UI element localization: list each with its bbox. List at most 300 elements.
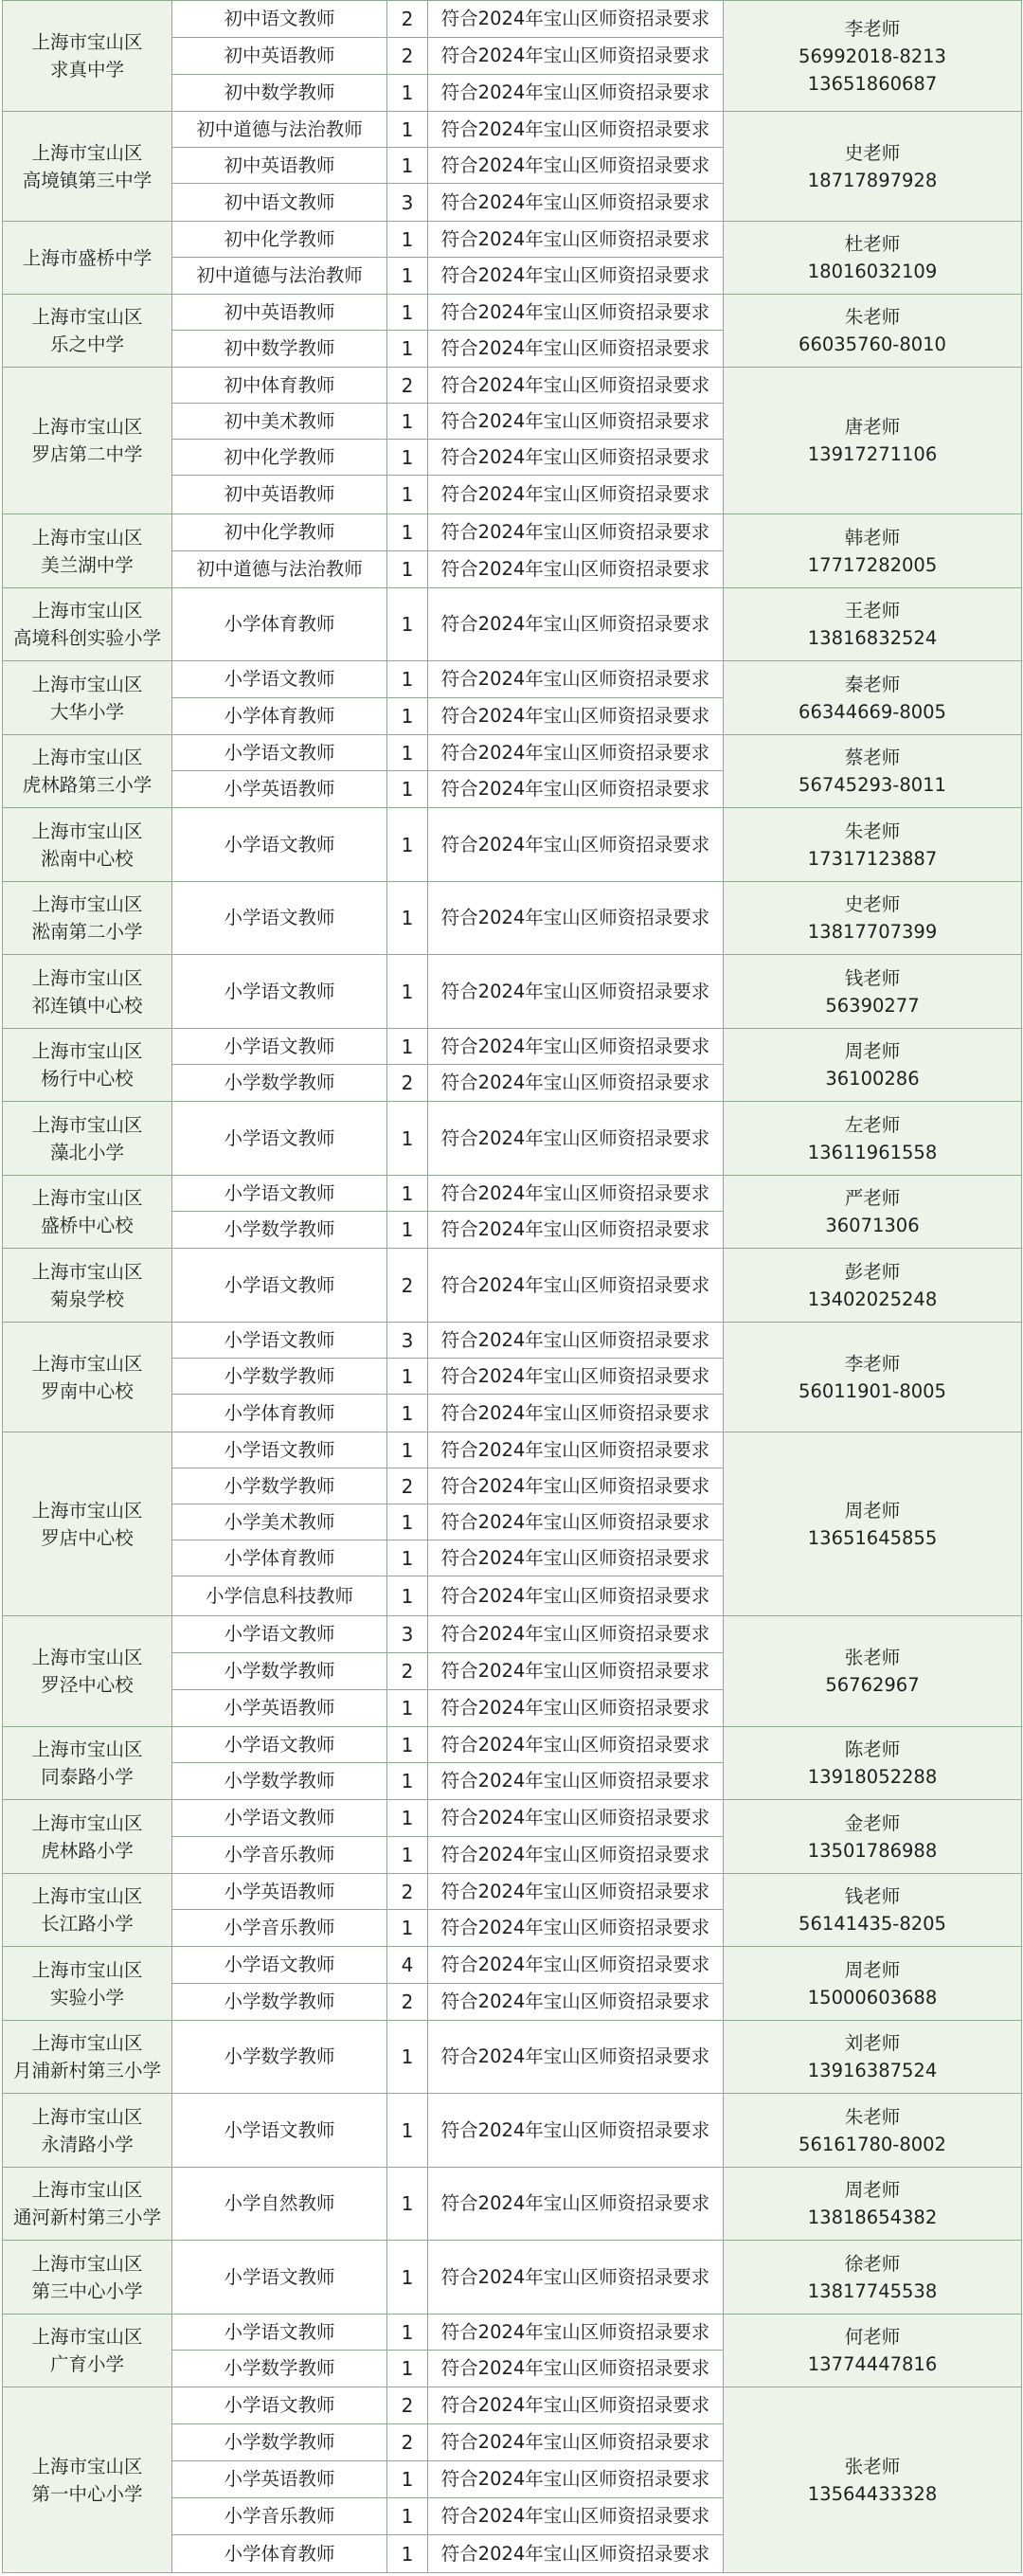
subject-cell: 小学语文教师	[172, 1727, 387, 1763]
contact-person: 唐老师	[844, 416, 901, 438]
school-name-cell	[3, 2315, 172, 2387]
school-name-cell	[3, 1616, 172, 1727]
quota-cell: 2	[387, 368, 428, 404]
subject-cell: 小学美术教师	[172, 1504, 387, 1540]
school-name-line: 月浦新村第三小学	[12, 2060, 161, 2081]
quota-cell: 1	[387, 2351, 428, 2387]
quota-cell: 1	[387, 514, 428, 551]
quota-cell: 4	[387, 1947, 428, 1984]
requirement-cell: 符合2024年宝山区师资招录要求	[428, 2387, 724, 2424]
subject-cell: 小学语文教师	[172, 1029, 387, 1065]
school-name-line: 广育小学	[49, 2353, 124, 2375]
quota-cell: 1	[387, 148, 428, 184]
requirement-cell: 符合2024年宝山区师资招录要求	[428, 1029, 724, 1065]
quota-cell: 1	[387, 1395, 428, 1432]
requirement-cell: 符合2024年宝山区师资招录要求	[428, 368, 724, 404]
school-name-line: 高境科创实验小学	[12, 627, 161, 649]
school-name-line: 菊泉学校	[49, 1288, 124, 1310]
school-name-cell	[3, 661, 172, 735]
school-name-line: 大华小学	[49, 700, 124, 723]
quota-cell: 2	[387, 1874, 428, 1910]
school-name-line: 上海市宝山区	[31, 966, 143, 989]
quota-cell: 1	[387, 2094, 428, 2168]
school-name-line: 上海市宝山区	[31, 893, 143, 915]
contact-person: 王老师	[844, 600, 901, 621]
quota-cell: 1	[387, 75, 428, 112]
quota-cell: 1	[387, 1910, 428, 1947]
table-row	[3, 2241, 1022, 2315]
subject-cell: 小学音乐教师	[172, 1837, 387, 1874]
school-name-line: 盛桥中心校	[41, 1215, 134, 1236]
school-name-line: 上海市宝山区	[31, 747, 143, 768]
quota-cell: 1	[387, 1763, 428, 1800]
quota-cell: 1	[387, 222, 428, 258]
subject-cell: 小学数学教师	[172, 1065, 387, 1102]
quota-cell: 1	[387, 551, 428, 588]
contact-phone: 13501786988	[807, 1839, 938, 1862]
quota-cell: 1	[387, 1800, 428, 1837]
quota-cell: 1	[387, 295, 428, 331]
school-name-cell	[3, 2094, 172, 2168]
contact-person: 彭老师	[844, 1260, 901, 1283]
contact-cell	[724, 735, 1022, 808]
school-name-line: 上海市宝山区	[31, 1260, 143, 1283]
quota-cell: 2	[387, 38, 428, 75]
contact-person: 钱老师	[844, 966, 901, 989]
table-row	[3, 2094, 1022, 2168]
quota-cell: 2	[387, 2387, 428, 2424]
contact-phone: 13611961558	[807, 1141, 938, 1163]
contact-cell	[724, 955, 1022, 1029]
subject-cell: 初中数学教师	[172, 331, 387, 368]
table-row	[3, 2387, 1022, 2424]
school-name-cell	[3, 2168, 172, 2241]
recruitment-table	[2, 0, 1022, 2573]
subject-cell: 初中体育教师	[172, 368, 387, 404]
school-name-line: 第一中心小学	[31, 2482, 143, 2505]
table-row	[3, 1727, 1022, 1763]
table-row	[3, 588, 1022, 661]
requirement-cell: 符合2024年宝山区师资招录要求	[428, 1874, 724, 1910]
subject-cell: 小学语文教师	[172, 1800, 387, 1837]
table-row	[3, 1102, 1022, 1176]
quota-cell: 1	[387, 1576, 428, 1616]
school-name-line: 上海市宝山区	[31, 1885, 143, 1907]
table-row	[3, 514, 1022, 551]
quota-cell: 3	[387, 184, 428, 222]
subject-cell: 小学语文教师	[172, 1616, 387, 1653]
quota-cell: 1	[387, 1690, 428, 1727]
quota-cell: 1	[387, 331, 428, 368]
quota-cell: 1	[387, 1176, 428, 1212]
requirement-cell: 符合2024年宝山区师资招录要求	[428, 1176, 724, 1212]
contact-person: 周老师	[844, 1499, 901, 1522]
subject-cell: 小学语文教师	[172, 1432, 387, 1468]
school-name-line: 第三中心小学	[31, 2279, 143, 2302]
school-name-line: 实验小学	[49, 1986, 124, 2009]
subject-cell: 小学数学教师	[172, 1653, 387, 1690]
subject-cell: 小学英语教师	[172, 771, 387, 808]
table-row	[3, 2315, 1022, 2351]
contact-phone: 56161780-8002	[799, 2133, 946, 2155]
requirement-cell: 符合2024年宝山区师资招录要求	[428, 1800, 724, 1837]
requirement-cell: 符合2024年宝山区师资招录要求	[428, 1653, 724, 1690]
subject-cell: 小学语文教师	[172, 661, 387, 698]
contact-phone: 13918052288	[807, 1766, 938, 1788]
contact-cell	[724, 222, 1022, 295]
school-name-line: 虎林路小学	[41, 1839, 134, 1862]
table-row	[3, 222, 1022, 258]
table-row	[3, 882, 1022, 955]
contact-cell	[724, 1874, 1022, 1947]
contact-person: 朱老师	[844, 2105, 901, 2128]
contact-cell	[724, 368, 1022, 514]
contact-person: 杜老师	[844, 233, 901, 255]
quota-cell: 1	[387, 258, 428, 295]
subject-cell: 初中数学教师	[172, 75, 387, 112]
school-name-line: 上海市宝山区	[31, 141, 143, 164]
subject-cell: 小学语文教师	[172, 1323, 387, 1359]
requirement-cell: 符合2024年宝山区师资招录要求	[428, 331, 724, 368]
contact-cell	[724, 295, 1022, 368]
contact-phone: 56992018-8213	[799, 45, 946, 67]
subject-cell: 小学语文教师	[172, 2094, 387, 2168]
quota-cell: 1	[387, 1837, 428, 1874]
school-name-cell	[3, 1176, 172, 1249]
school-name-line: 上海市宝山区	[31, 1958, 143, 1981]
requirement-cell: 符合2024年宝山区师资招录要求	[428, 1468, 724, 1504]
quota-cell: 1	[387, 1540, 428, 1576]
contact-phone: 17717282005	[807, 553, 938, 576]
school-name-line: 上海市宝山区	[31, 1187, 143, 1209]
quota-cell: 1	[387, 440, 428, 476]
contact-phone: 56390277	[825, 994, 920, 1017]
subject-cell: 小学语文教师	[172, 2241, 387, 2315]
table-row	[3, 808, 1022, 882]
contact-cell	[724, 2021, 1022, 2094]
contact-person: 左老师	[844, 1113, 901, 1136]
school-name-line: 罗店中心校	[41, 1526, 134, 1549]
contact-person: 李老师	[844, 1352, 901, 1375]
quota-cell: 1	[387, 1212, 428, 1249]
school-name-line: 淞南中心校	[41, 847, 134, 870]
contact-phone: 13774447816	[807, 2353, 938, 2375]
subject-cell: 小学信息科技教师	[172, 1576, 387, 1616]
subject-cell: 初中化学教师	[172, 222, 387, 258]
contact-person: 周老师	[844, 1040, 901, 1062]
subject-cell: 小学音乐教师	[172, 2498, 387, 2535]
quota-cell: 1	[387, 1432, 428, 1468]
requirement-cell: 符合2024年宝山区师资招录要求	[428, 404, 724, 440]
contact-cell	[724, 1616, 1022, 1727]
school-name-cell	[3, 882, 172, 955]
contact-cell	[724, 1432, 1022, 1616]
subject-cell: 小学英语教师	[172, 2461, 387, 2498]
school-name-cell	[3, 1800, 172, 1874]
contact-cell	[724, 112, 1022, 222]
school-name-line: 上海市宝山区	[31, 1352, 143, 1375]
subject-cell: 小学数学教师	[172, 2021, 387, 2094]
subject-cell: 小学语文教师	[172, 1249, 387, 1323]
subject-cell: 小学语文教师	[172, 2387, 387, 2424]
school-name-cell	[3, 735, 172, 808]
contact-cell	[724, 1, 1022, 112]
school-name-line: 同泰路小学	[41, 1766, 134, 1788]
quota-cell: 1	[387, 2021, 428, 2094]
school-name-line: 上海市宝山区	[31, 416, 143, 438]
contact-cell	[724, 2241, 1022, 2315]
contact-phone: 13564433328	[807, 2482, 938, 2505]
contact-cell	[724, 2387, 1022, 2573]
school-name-line: 淞南第二小学	[31, 921, 143, 943]
quota-cell: 2	[387, 2424, 428, 2461]
requirement-cell: 符合2024年宝山区师资招录要求	[428, 808, 724, 882]
table-row	[3, 955, 1022, 1029]
contact-person: 史老师	[844, 141, 901, 164]
school-name-cell	[3, 222, 172, 295]
contact-phone: 13402025248	[807, 1288, 938, 1310]
school-name-cell	[3, 1, 172, 112]
school-name-line: 上海市宝山区	[31, 600, 143, 621]
school-name-cell	[3, 295, 172, 368]
school-name-cell	[3, 368, 172, 514]
school-name-line: 乐之中学	[49, 333, 124, 355]
school-name-cell	[3, 1029, 172, 1102]
subject-cell: 初中英语教师	[172, 295, 387, 331]
subject-cell: 小学语文教师	[172, 1947, 387, 1984]
requirement-cell: 符合2024年宝山区师资招录要求	[428, 1616, 724, 1653]
table-row	[3, 368, 1022, 404]
table-row	[3, 661, 1022, 698]
school-name-cell	[3, 2387, 172, 2573]
school-name-cell	[3, 2021, 172, 2094]
requirement-cell: 符合2024年宝山区师资招录要求	[428, 2498, 724, 2535]
requirement-cell: 符合2024年宝山区师资招录要求	[428, 661, 724, 698]
requirement-cell: 符合2024年宝山区师资招录要求	[428, 771, 724, 808]
contact-person: 李老师	[844, 17, 901, 40]
subject-cell: 小学语文教师	[172, 1176, 387, 1212]
contact-cell	[724, 1947, 1022, 2021]
requirement-cell: 符合2024年宝山区师资招录要求	[428, 1323, 724, 1359]
contact-cell	[724, 1029, 1022, 1102]
school-name-line: 上海市宝山区	[31, 1811, 143, 1834]
contact-phone: 13917271106	[807, 443, 938, 465]
subject-cell: 小学语文教师	[172, 955, 387, 1029]
contact-phone: 13817745538	[807, 2279, 938, 2302]
subject-cell: 小学体育教师	[172, 1395, 387, 1432]
subject-cell: 小学数学教师	[172, 1212, 387, 1249]
requirement-cell: 符合2024年宝山区师资招录要求	[428, 514, 724, 551]
subject-cell: 初中语文教师	[172, 1, 387, 38]
table-row	[3, 1249, 1022, 1323]
school-name-line: 上海市宝山区	[31, 2105, 143, 2128]
requirement-cell: 符合2024年宝山区师资招录要求	[428, 2461, 724, 2498]
quota-cell: 1	[387, 808, 428, 882]
contact-person: 秦老师	[844, 673, 901, 695]
requirement-cell: 符合2024年宝山区师资招录要求	[428, 1540, 724, 1576]
requirement-cell: 符合2024年宝山区师资招录要求	[428, 1837, 724, 1874]
contact-phone: 36100286	[825, 1068, 920, 1090]
subject-cell: 小学语文教师	[172, 1102, 387, 1176]
school-name-line: 上海市宝山区	[31, 1040, 143, 1062]
quota-cell: 1	[387, 1727, 428, 1763]
school-name-line: 祁连镇中心校	[31, 994, 143, 1017]
contact-cell	[724, 882, 1022, 955]
subject-cell: 初中英语教师	[172, 476, 387, 514]
school-name-line: 长江路小学	[41, 1913, 134, 1935]
quota-cell: 2	[387, 1653, 428, 1690]
school-name-cell	[3, 2241, 172, 2315]
subject-cell: 初中英语教师	[172, 38, 387, 75]
quota-cell: 1	[387, 955, 428, 1029]
contact-cell	[724, 1249, 1022, 1323]
school-name-line: 上海市宝山区	[31, 2326, 143, 2348]
quota-cell: 3	[387, 1616, 428, 1653]
school-name-line: 上海市宝山区	[31, 673, 143, 695]
subject-cell: 小学英语教师	[172, 1874, 387, 1910]
subject-cell: 初中道德与法治教师	[172, 112, 387, 148]
contact-cell	[724, 1800, 1022, 1874]
school-name-cell	[3, 808, 172, 882]
school-name-line: 上海市宝山区	[31, 1738, 143, 1760]
contact-cell	[724, 1176, 1022, 1249]
quota-cell: 1	[387, 698, 428, 735]
quota-cell: 1	[387, 735, 428, 771]
school-name-cell	[3, 1102, 172, 1176]
requirement-cell: 符合2024年宝山区师资招录要求	[428, 1212, 724, 1249]
subject-cell: 小学体育教师	[172, 698, 387, 735]
subject-cell: 小学英语教师	[172, 1690, 387, 1727]
school-name-line: 罗泾中心校	[41, 1674, 134, 1696]
quota-cell: 1	[387, 588, 428, 661]
quota-cell: 1	[387, 1102, 428, 1176]
requirement-cell: 符合2024年宝山区师资招录要求	[428, 258, 724, 295]
subject-cell: 初中美术教师	[172, 404, 387, 440]
school-name-cell	[3, 1249, 172, 1323]
school-name-line: 通河新村第三小学	[12, 2207, 161, 2228]
subject-cell: 小学数学教师	[172, 1763, 387, 1800]
contact-person: 陈老师	[844, 1738, 901, 1760]
contact-phone: 13651645855	[807, 1526, 938, 1549]
requirement-cell: 符合2024年宝山区师资招录要求	[428, 1727, 724, 1763]
contact-person: 周老师	[844, 1958, 901, 1981]
contact-phone: 18717897928	[807, 169, 938, 191]
quota-cell: 1	[387, 2315, 428, 2351]
subject-cell: 小学体育教师	[172, 1540, 387, 1576]
school-name-line: 永清路小学	[41, 2133, 134, 2155]
contact-person: 周老师	[844, 2179, 901, 2201]
quota-cell: 1	[387, 404, 428, 440]
requirement-cell: 符合2024年宝山区师资招录要求	[428, 1947, 724, 1984]
school-name-line: 上海市宝山区	[31, 2455, 143, 2477]
school-name-line: 上海市宝山区	[31, 526, 143, 549]
school-name-line: 美兰湖中学	[41, 553, 134, 576]
requirement-cell: 符合2024年宝山区师资招录要求	[428, 2351, 724, 2387]
school-name-line: 上海市盛桥中学	[22, 246, 153, 269]
school-name-cell	[3, 1432, 172, 1616]
school-name-line: 上海市宝山区	[31, 1499, 143, 1522]
requirement-cell: 符合2024年宝山区师资招录要求	[428, 955, 724, 1029]
contact-phone: 13817707399	[807, 921, 938, 943]
requirement-cell: 符合2024年宝山区师资招录要求	[428, 1576, 724, 1616]
quota-cell: 1	[387, 2535, 428, 2573]
contact-person: 徐老师	[844, 2252, 901, 2275]
school-name-line: 上海市宝山区	[31, 31, 143, 53]
requirement-cell: 符合2024年宝山区师资招录要求	[428, 1, 724, 38]
contact-cell	[724, 808, 1022, 882]
subject-cell: 初中英语教师	[172, 148, 387, 184]
table-row	[3, 1874, 1022, 1910]
requirement-cell: 符合2024年宝山区师资招录要求	[428, 1432, 724, 1468]
contact-cell	[724, 2094, 1022, 2168]
school-name-line: 杨行中心校	[41, 1068, 134, 1090]
requirement-cell: 符合2024年宝山区师资招录要求	[428, 882, 724, 955]
requirement-cell: 符合2024年宝山区师资招录要求	[428, 2241, 724, 2315]
school-name-line: 上海市宝山区	[31, 2252, 143, 2275]
quota-cell: 1	[387, 2241, 428, 2315]
requirement-cell: 符合2024年宝山区师资招录要求	[428, 1065, 724, 1102]
contact-person: 张老师	[844, 2455, 901, 2477]
contact-cell	[724, 1102, 1022, 1176]
contact-cell	[724, 1727, 1022, 1800]
table-row	[3, 1323, 1022, 1359]
quota-cell: 1	[387, 1029, 428, 1065]
requirement-cell: 符合2024年宝山区师资招录要求	[428, 1690, 724, 1727]
school-name-line: 上海市宝山区	[31, 2179, 143, 2201]
requirement-cell: 符合2024年宝山区师资招录要求	[428, 1249, 724, 1323]
subject-cell: 小学数学教师	[172, 1468, 387, 1504]
quota-cell: 1	[387, 882, 428, 955]
requirement-cell: 符合2024年宝山区师资招录要求	[428, 735, 724, 771]
school-name-line: 高境镇第三中学	[22, 169, 153, 191]
requirement-cell: 符合2024年宝山区师资招录要求	[428, 1395, 724, 1432]
school-name-cell	[3, 1874, 172, 1947]
requirement-cell: 符合2024年宝山区师资招录要求	[428, 1359, 724, 1395]
requirement-cell: 符合2024年宝山区师资招录要求	[428, 1102, 724, 1176]
school-name-line: 上海市宝山区	[31, 306, 143, 328]
school-name-line: 上海市宝山区	[31, 1113, 143, 1136]
subject-cell: 小学自然教师	[172, 2168, 387, 2241]
table-row	[3, 1947, 1022, 1984]
table-row	[3, 735, 1022, 771]
school-name-cell	[3, 112, 172, 222]
subject-cell: 小学语文教师	[172, 808, 387, 882]
contact-cell	[724, 2315, 1022, 2387]
requirement-cell: 符合2024年宝山区师资招录要求	[428, 2315, 724, 2351]
quota-cell: 3	[387, 1323, 428, 1359]
subject-cell: 初中语文教师	[172, 184, 387, 222]
table-row	[3, 2168, 1022, 2241]
quota-cell: 1	[387, 112, 428, 148]
school-name-line: 求真中学	[49, 59, 124, 81]
table-row	[3, 1176, 1022, 1212]
subject-cell: 小学数学教师	[172, 2424, 387, 2461]
requirement-cell: 符合2024年宝山区师资招录要求	[428, 2168, 724, 2241]
contact-person: 钱老师	[844, 1885, 901, 1907]
contact-cell	[724, 2168, 1022, 2241]
contact-phone: 66344669-8005	[799, 700, 946, 723]
contact-cell	[724, 588, 1022, 661]
contact-person: 刘老师	[844, 2032, 901, 2054]
contact-person: 史老师	[844, 893, 901, 915]
subject-cell: 小学数学教师	[172, 1984, 387, 2021]
table-row	[3, 112, 1022, 148]
subject-cell: 初中道德与法治教师	[172, 551, 387, 588]
contact-phone: 13916387524	[807, 2060, 938, 2081]
requirement-cell: 符合2024年宝山区师资招录要求	[428, 148, 724, 184]
quota-cell: 1	[387, 2498, 428, 2535]
requirement-cell: 符合2024年宝山区师资招录要求	[428, 38, 724, 75]
